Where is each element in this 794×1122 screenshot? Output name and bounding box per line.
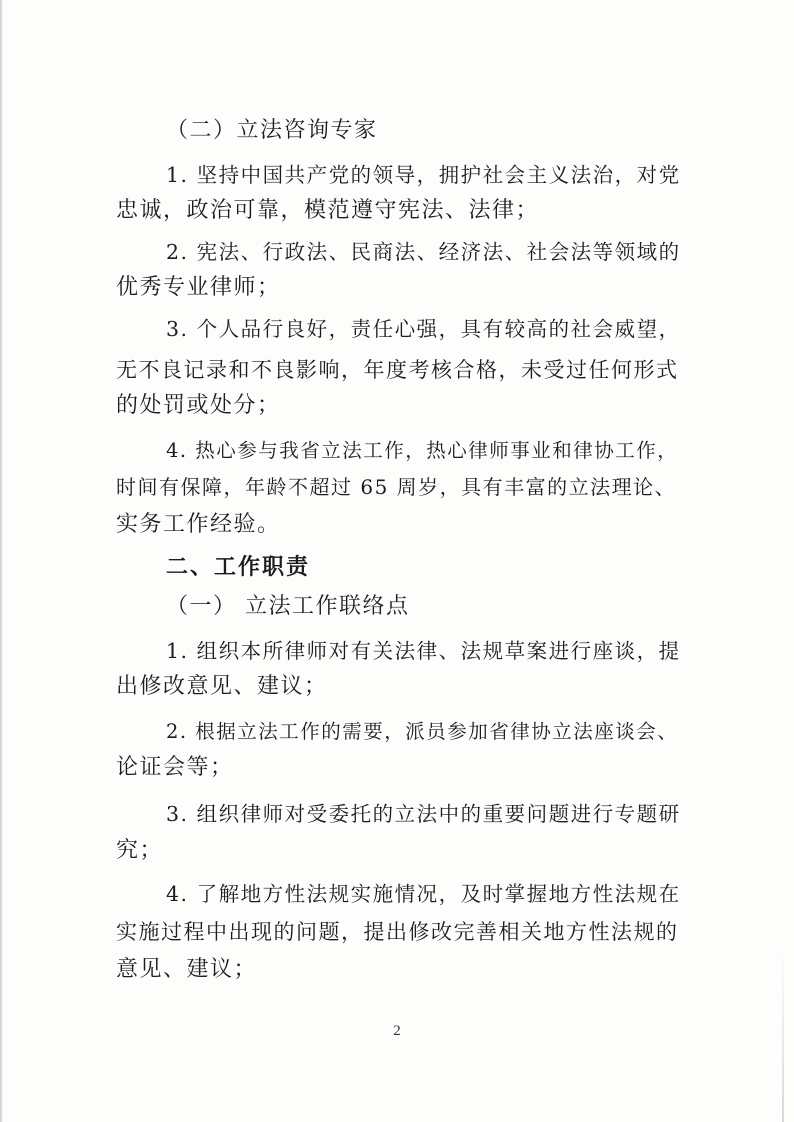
paragraph-line: 意见、建议； <box>116 957 258 982</box>
paragraph-line: 1. 组织本所律师对有关法律、法规草案进行座谈，提 <box>166 639 681 663</box>
scan-edge-left <box>0 0 3 1122</box>
paragraph-line: 3. 组织律师对受委托的立法中的重要问题进行专题研 <box>166 802 681 826</box>
paragraph-line: 出修改意见、建议； <box>116 674 328 699</box>
paragraph-line: 实施过程中出现的问题，提出修改完善相关地方性法规的 <box>116 920 679 944</box>
paragraph-line: 论证会等； <box>116 755 234 780</box>
paragraph-line: 4. 热心参与我省立法工作，热心律师事业和律协工作， <box>166 439 679 462</box>
page-number: 2 <box>393 1023 401 1039</box>
paragraph-line: 忠诚，政治可靠，模范遵守宪法、法律； <box>116 198 540 223</box>
section-heading-work-duties: 二、工作职责 <box>166 555 311 580</box>
subsection-heading-advisory-experts: （二）立法咨询专家 <box>166 118 378 143</box>
paragraph-line: 1. 坚持中国共产党的领导，拥护社会主义法治，对党 <box>166 163 681 187</box>
paragraph-line: 4. 了解地方性法规实施情况，及时掌握地方性法规在 <box>166 882 681 906</box>
paragraph-line: 究； <box>116 838 164 863</box>
paragraph-line: 的处罚或处分； <box>116 393 281 418</box>
paragraph-line: 3. 个人品行良好，责任心强，具有较高的社会威望， <box>166 317 681 341</box>
paragraph-line: 时间有保障，年龄不超过 65 周岁，具有丰富的立法理论、 <box>116 475 677 499</box>
paragraph-line: 无不良记录和不良影响，年度考核合格，未受过任何形式 <box>116 358 679 382</box>
paragraph-line: 实务工作经验。 <box>116 512 281 537</box>
paragraph-line: 2. 根据立法工作的需要，派员参加省律协立法座谈会、 <box>166 720 679 743</box>
subsection-heading-liaison-point: （一） 立法工作联络点 <box>166 594 410 619</box>
paragraph-line: 2. 宪法、行政法、民商法、经济法、社会法等领域的 <box>166 240 681 264</box>
paragraph-line: 优秀专业律师； <box>116 275 281 300</box>
